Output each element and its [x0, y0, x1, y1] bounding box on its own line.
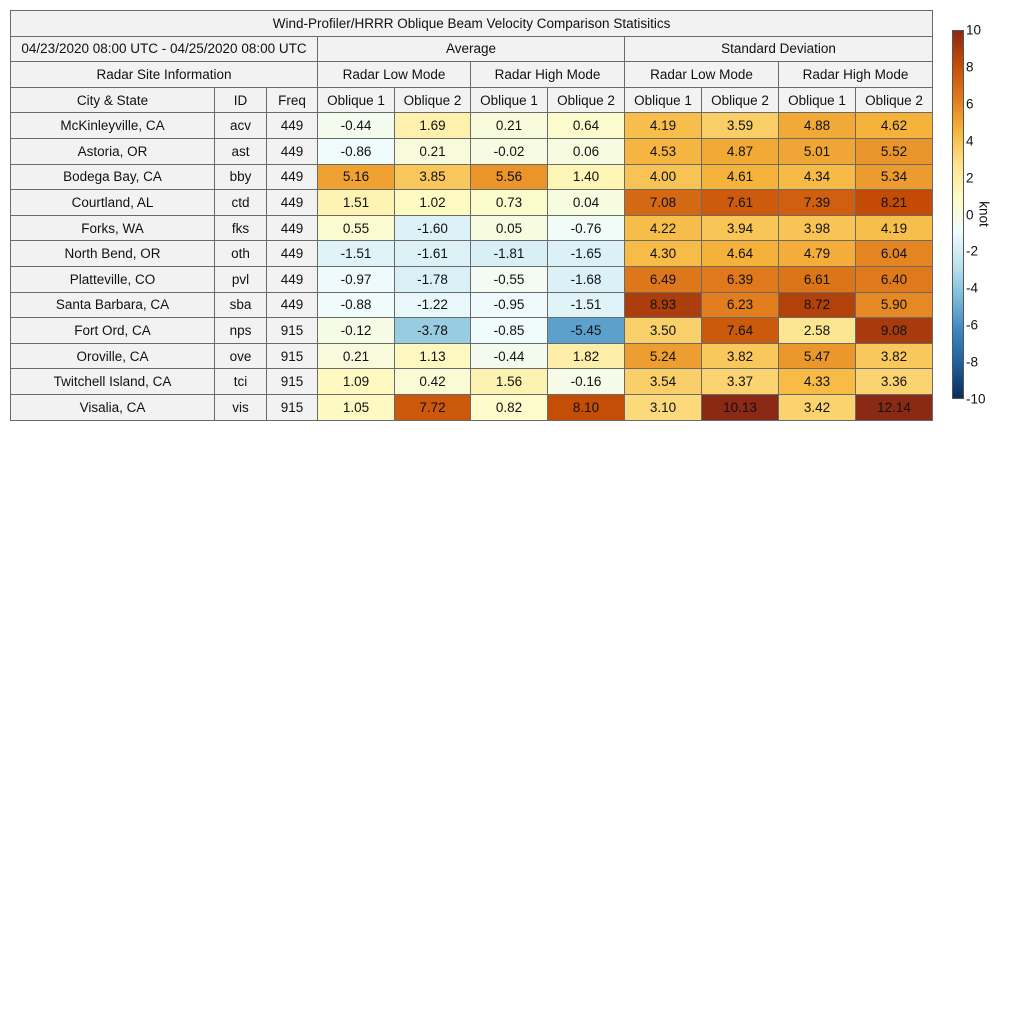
value-cell: 1.13	[395, 343, 471, 369]
value-cell: 6.39	[702, 266, 779, 292]
value-cell: 3.82	[702, 343, 779, 369]
column-header: Oblique 2	[548, 87, 625, 113]
title-row	[11, 11, 933, 37]
table-row	[11, 343, 933, 369]
value-cell: -1.78	[395, 266, 471, 292]
colorbar-tick-label: -8	[966, 354, 979, 370]
value-cell: 4.53	[625, 138, 702, 164]
mode-header-avg-low: Radar Low Mode	[318, 62, 471, 88]
city-cell: Courtland, AL	[11, 190, 215, 216]
value-cell: 8.21	[856, 190, 933, 216]
value-cell: -5.45	[548, 318, 625, 344]
value-cell: 4.34	[779, 164, 856, 190]
value-cell: 0.64	[548, 113, 625, 139]
value-cell: -1.51	[548, 292, 625, 318]
value-cell: -0.88	[318, 292, 395, 318]
city-cell: Oroville, CA	[11, 343, 215, 369]
value-cell: 5.56	[471, 164, 548, 190]
value-cell: 5.90	[856, 292, 933, 318]
column-header: Oblique 1	[779, 87, 856, 113]
column-header: Oblique 2	[702, 87, 779, 113]
city-cell: Fort Ord, CA	[11, 318, 215, 344]
value-cell: 6.40	[856, 266, 933, 292]
stddev-header: Standard Deviation	[625, 36, 933, 62]
value-cell: -1.65	[548, 241, 625, 267]
value-cell: 3.37	[702, 369, 779, 395]
table-row	[11, 394, 933, 420]
value-cell: -1.51	[318, 241, 395, 267]
value-cell: -0.44	[471, 343, 548, 369]
city-cell: McKinleyville, CA	[11, 113, 215, 139]
city-cell: Visalia, CA	[11, 394, 215, 420]
column-header: Oblique 1	[318, 87, 395, 113]
value-cell: 4.19	[625, 113, 702, 139]
value-cell: 7.61	[702, 190, 779, 216]
stats-table	[10, 10, 933, 421]
value-cell: 1.05	[318, 394, 395, 420]
value-cell: 4.79	[779, 241, 856, 267]
colorbar-tick-label: 10	[966, 22, 982, 38]
value-cell: 4.33	[779, 369, 856, 395]
value-cell: 8.93	[625, 292, 702, 318]
freq-cell: 915	[267, 318, 318, 344]
id-cell: pvl	[215, 266, 267, 292]
value-cell: 4.19	[856, 215, 933, 241]
average-header: Average	[318, 36, 625, 62]
table-row	[11, 215, 933, 241]
value-cell: 0.04	[548, 190, 625, 216]
freq-cell: 449	[267, 113, 318, 139]
colorbar-tick-label: -4	[966, 280, 979, 296]
value-cell: -0.95	[471, 292, 548, 318]
column-header: Oblique 2	[395, 87, 471, 113]
colorbar	[952, 30, 964, 399]
id-cell: ove	[215, 343, 267, 369]
value-cell: 0.21	[471, 113, 548, 139]
value-cell: 0.05	[471, 215, 548, 241]
id-cell: bby	[215, 164, 267, 190]
chart-title: Wind-Profiler/HRRR Oblique Beam Velocity Comparison Statisitics	[11, 11, 933, 37]
freq-cell: 915	[267, 369, 318, 395]
value-cell: 3.94	[702, 215, 779, 241]
value-cell: -0.86	[318, 138, 395, 164]
table-row	[11, 113, 933, 139]
table-row	[11, 164, 933, 190]
city-cell: Bodega Bay, CA	[11, 164, 215, 190]
value-cell: 6.61	[779, 266, 856, 292]
value-cell: 4.22	[625, 215, 702, 241]
column-header-row	[11, 87, 933, 113]
value-cell: 3.36	[856, 369, 933, 395]
freq-cell: 449	[267, 138, 318, 164]
period-label: 04/23/2020 08:00 UTC - 04/25/2020 08:00 UTC	[11, 36, 318, 62]
mode-header-sd-low: Radar Low Mode	[625, 62, 779, 88]
value-cell: -0.55	[471, 266, 548, 292]
value-cell: 7.64	[702, 318, 779, 344]
value-cell: 10.13	[702, 394, 779, 420]
value-cell: 12.14	[856, 394, 933, 420]
value-cell: 1.56	[471, 369, 548, 395]
value-cell: 4.64	[702, 241, 779, 267]
value-cell: 3.10	[625, 394, 702, 420]
value-cell: 8.72	[779, 292, 856, 318]
value-cell: -1.81	[471, 241, 548, 267]
value-cell: 1.02	[395, 190, 471, 216]
value-cell: 5.01	[779, 138, 856, 164]
value-cell: 1.82	[548, 343, 625, 369]
value-cell: 4.61	[702, 164, 779, 190]
table-row	[11, 292, 933, 318]
value-cell: 5.24	[625, 343, 702, 369]
city-cell: Platteville, CO	[11, 266, 215, 292]
value-cell: 3.98	[779, 215, 856, 241]
value-cell: 0.82	[471, 394, 548, 420]
id-cell: ctd	[215, 190, 267, 216]
value-cell: 4.88	[779, 113, 856, 139]
colorbar-tick-label: 6	[966, 96, 974, 112]
value-cell: 3.59	[702, 113, 779, 139]
value-cell: 0.21	[395, 138, 471, 164]
id-cell: oth	[215, 241, 267, 267]
value-cell: -0.44	[318, 113, 395, 139]
value-cell: 0.42	[395, 369, 471, 395]
column-header: Oblique 1	[471, 87, 548, 113]
colorbar-tick-label: -10	[966, 391, 986, 407]
colorbar-tick-label: 8	[966, 59, 974, 75]
id-cell: sba	[215, 292, 267, 318]
colorbar-tick-label: 2	[966, 170, 974, 186]
freq-cell: 449	[267, 215, 318, 241]
value-cell: 4.30	[625, 241, 702, 267]
table-body	[11, 11, 933, 421]
value-cell: 7.72	[395, 394, 471, 420]
id-cell: acv	[215, 113, 267, 139]
table-row	[11, 241, 933, 267]
value-cell: 5.52	[856, 138, 933, 164]
colorbar-unit-label: knot	[976, 201, 992, 227]
mode-header-sd-high: Radar High Mode	[779, 62, 933, 88]
value-cell: 1.69	[395, 113, 471, 139]
colorbar-tick-label: -6	[966, 317, 979, 333]
value-cell: -0.85	[471, 318, 548, 344]
value-cell: -0.16	[548, 369, 625, 395]
value-cell: -0.97	[318, 266, 395, 292]
value-cell: 4.87	[702, 138, 779, 164]
value-cell: 4.00	[625, 164, 702, 190]
value-cell: -3.78	[395, 318, 471, 344]
city-cell: North Bend, OR	[11, 241, 215, 267]
value-cell: 3.82	[856, 343, 933, 369]
city-cell: Forks, WA	[11, 215, 215, 241]
value-cell: 3.85	[395, 164, 471, 190]
column-header: Oblique 2	[856, 87, 933, 113]
freq-cell: 449	[267, 190, 318, 216]
freq-cell: 915	[267, 343, 318, 369]
value-cell: 7.39	[779, 190, 856, 216]
value-cell: 6.04	[856, 241, 933, 267]
value-cell: 0.73	[471, 190, 548, 216]
colorbar-tick-label: 0	[966, 207, 974, 222]
value-cell: 8.10	[548, 394, 625, 420]
freq-column-header: Freq	[267, 87, 318, 113]
table-row	[11, 266, 933, 292]
value-cell: -0.12	[318, 318, 395, 344]
id-cell: vis	[215, 394, 267, 420]
id-cell: fks	[215, 215, 267, 241]
value-cell: -1.60	[395, 215, 471, 241]
freq-cell: 449	[267, 164, 318, 190]
value-cell: 1.51	[318, 190, 395, 216]
id-column-header: ID	[215, 87, 267, 113]
mode-row	[11, 62, 933, 88]
id-cell: nps	[215, 318, 267, 344]
value-cell: 7.08	[625, 190, 702, 216]
value-cell: 1.09	[318, 369, 395, 395]
freq-cell: 449	[267, 292, 318, 318]
site-info-header: Radar Site Information	[11, 62, 318, 88]
city-column-header: City & State	[11, 87, 215, 113]
table-row	[11, 190, 933, 216]
id-cell: tci	[215, 369, 267, 395]
colorbar-tick-label: -2	[966, 243, 979, 259]
value-cell: 2.58	[779, 318, 856, 344]
freq-cell: 449	[267, 266, 318, 292]
value-cell: 3.54	[625, 369, 702, 395]
city-cell: Santa Barbara, CA	[11, 292, 215, 318]
id-cell: ast	[215, 138, 267, 164]
value-cell: -0.76	[548, 215, 625, 241]
freq-cell: 449	[267, 241, 318, 267]
value-cell: 3.42	[779, 394, 856, 420]
column-header: Oblique 1	[625, 87, 702, 113]
freq-cell: 915	[267, 394, 318, 420]
table-row	[11, 318, 933, 344]
value-cell: 3.50	[625, 318, 702, 344]
value-cell: 4.62	[856, 113, 933, 139]
group-row	[11, 36, 933, 62]
value-cell: 0.55	[318, 215, 395, 241]
table-row	[11, 369, 933, 395]
value-cell: -1.61	[395, 241, 471, 267]
value-cell: 1.40	[548, 164, 625, 190]
mode-header-avg-high: Radar High Mode	[471, 62, 625, 88]
value-cell: 6.23	[702, 292, 779, 318]
value-cell: 6.49	[625, 266, 702, 292]
value-cell: 9.08	[856, 318, 933, 344]
value-cell: 5.34	[856, 164, 933, 190]
value-cell: 5.47	[779, 343, 856, 369]
value-cell: 5.16	[318, 164, 395, 190]
table-row	[11, 138, 933, 164]
value-cell: 0.21	[318, 343, 395, 369]
value-cell: -1.68	[548, 266, 625, 292]
value-cell: -1.22	[395, 292, 471, 318]
value-cell: 0.06	[548, 138, 625, 164]
colorbar-tick-label: 4	[966, 133, 974, 149]
city-cell: Twitchell Island, CA	[11, 369, 215, 395]
city-cell: Astoria, OR	[11, 138, 215, 164]
value-cell: -0.02	[471, 138, 548, 164]
